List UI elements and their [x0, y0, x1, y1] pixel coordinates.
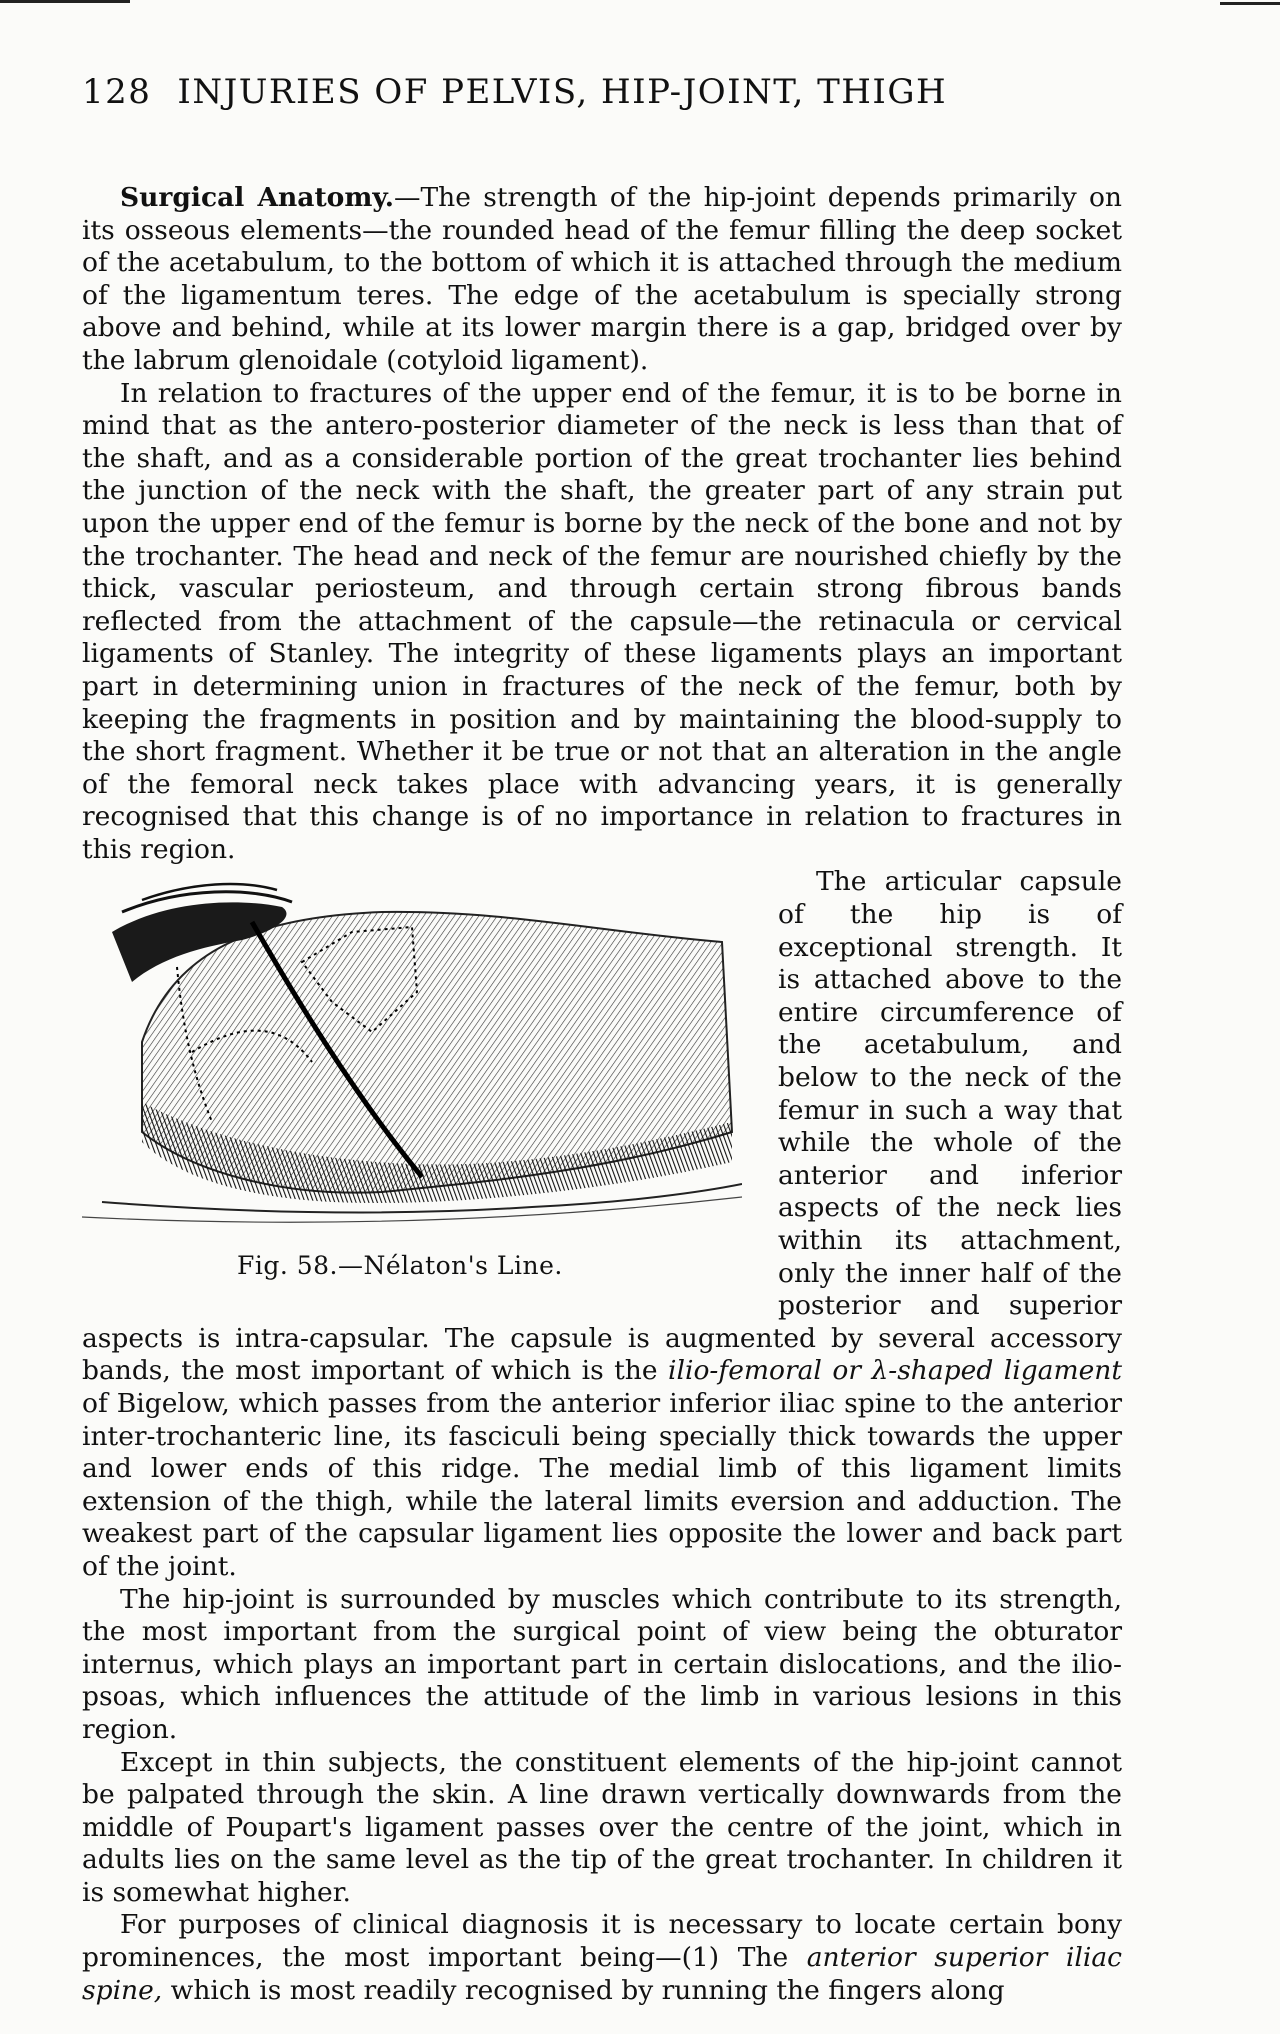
page	[82, 72, 1122, 2007]
paragraph-palpation	[82, 1747, 1122, 1910]
page-number: 128	[82, 72, 152, 112]
scan-edge-mark-left	[0, 0, 130, 3]
run-in-heading: Surgical Anatomy.	[120, 182, 394, 213]
paragraph-muscles	[82, 1584, 1122, 1747]
paragraph-bony-prominences	[82, 1909, 1122, 2007]
figure-58	[82, 872, 742, 1302]
paragraph-surgical-anatomy	[82, 182, 1122, 378]
running-title: INJURIES OF PELVIS, HIP-JOINT, THIGH	[177, 72, 948, 112]
scan-edge-mark-right	[1220, 2, 1280, 5]
paragraph-text: Except in thin subjects, the constituent elements of the hip-joint cannot be palpated through the skin. A line drawn vertically downwards from the middle of Poupart's ligament passes over the centre of the joint, which in adults lies on the same level as the tip of the great trochanter. In children it is somewhat higher.	[82, 1746, 1122, 1908]
figure-caption: Fig. 58.—Nélaton's Line.	[237, 1251, 563, 1281]
paragraph-text: The articular capsule of the hip is of exceptional strength. It is attached above to the entire circumference of the acetabulum, and below to the neck of the femur in such a way that while the whole of the anterior and inferior aspects of the neck lies within its attachment, only the inner half of the posterior and superior aspects is intra-capsular. The capsule is augmented by several accessory bands, the most important of which is the	[82, 866, 1122, 1387]
paragraph-text: —The strength of the hip-joint depends primarily on its osseous elements—the rounded head of the femur filling the deep socket of the acetabulum, to the bottom of which it is attached through the medium of the ligamentum teres. The edge of the acetabulum is specially strong above and behind, while at its lower margin there is a gap, bridged over by the labrum glenoidale (cotyloid ligament).	[82, 182, 1122, 376]
running-header	[82, 72, 1122, 112]
paragraph-fractures	[82, 378, 1122, 867]
paragraph-text: which is most readily recognised by running the fingers along	[170, 1974, 1005, 2006]
emphasis-iliac-spine: anterior superior iliac spine,	[82, 1942, 1122, 2006]
body-text	[82, 182, 1122, 2007]
nelaton-line-illustration	[82, 872, 742, 1242]
paragraph-text: For purposes of clinical diagnosis it is necessary to locate certain bony prominences, the most important being—(1) The	[82, 1909, 1122, 1974]
emphasis-ilio-femoral: ilio-femoral or λ-shaped ligament	[668, 1355, 1122, 1387]
paragraph-text: of Bigelow, which passes from the anterior inferior iliac spine to the anterior inter-trochanteric line, its fasciculi being specially thick towards the upper and lower ends of this ridge. The medial limb of this ligament limits extension of the thigh, while the lateral limits eversion and adduction. The weakest part of the capsular ligament lies opposite the lower and back part of the joint.	[82, 1387, 1122, 1582]
paragraph-text: In relation to fractures of the upper end of the femur, it is to be borne in mind that as the antero-posterior diameter of the neck is less than that of the shaft, and as a considerable portion of the great trochanter lies behind the junction of the neck with the shaft, the greater part of any strain put upon the upper end of the femur is borne by the neck of the bone and not by the trochanter. The head and neck of the femur are nourished chiefly by the thick, vascular periosteum, and through certain strong fibrous bands reflected from the attachment of the capsule—the retinacula or cervical ligaments of Stanley. The integrity of these ligaments plays an important part in determining union in fractures of the neck of the femur, both by keeping the fragments in position and by maintaining the blood-supply to the short fragment. Whether it be true or not that an alteration in the angle of the femoral neck takes place with advancing years, it is generally recognised that this change is of no importance in relation to fractures in this region.	[82, 377, 1122, 865]
paragraph-text: The hip-joint is surrounded by muscles which contribute to its strength, the most important from the surgical point of view being the obturator internus, which plays an important part in certain dislocations, and the ilio-psoas, which influences the attitude of the limb in various lesions in this region.	[82, 1583, 1122, 1745]
